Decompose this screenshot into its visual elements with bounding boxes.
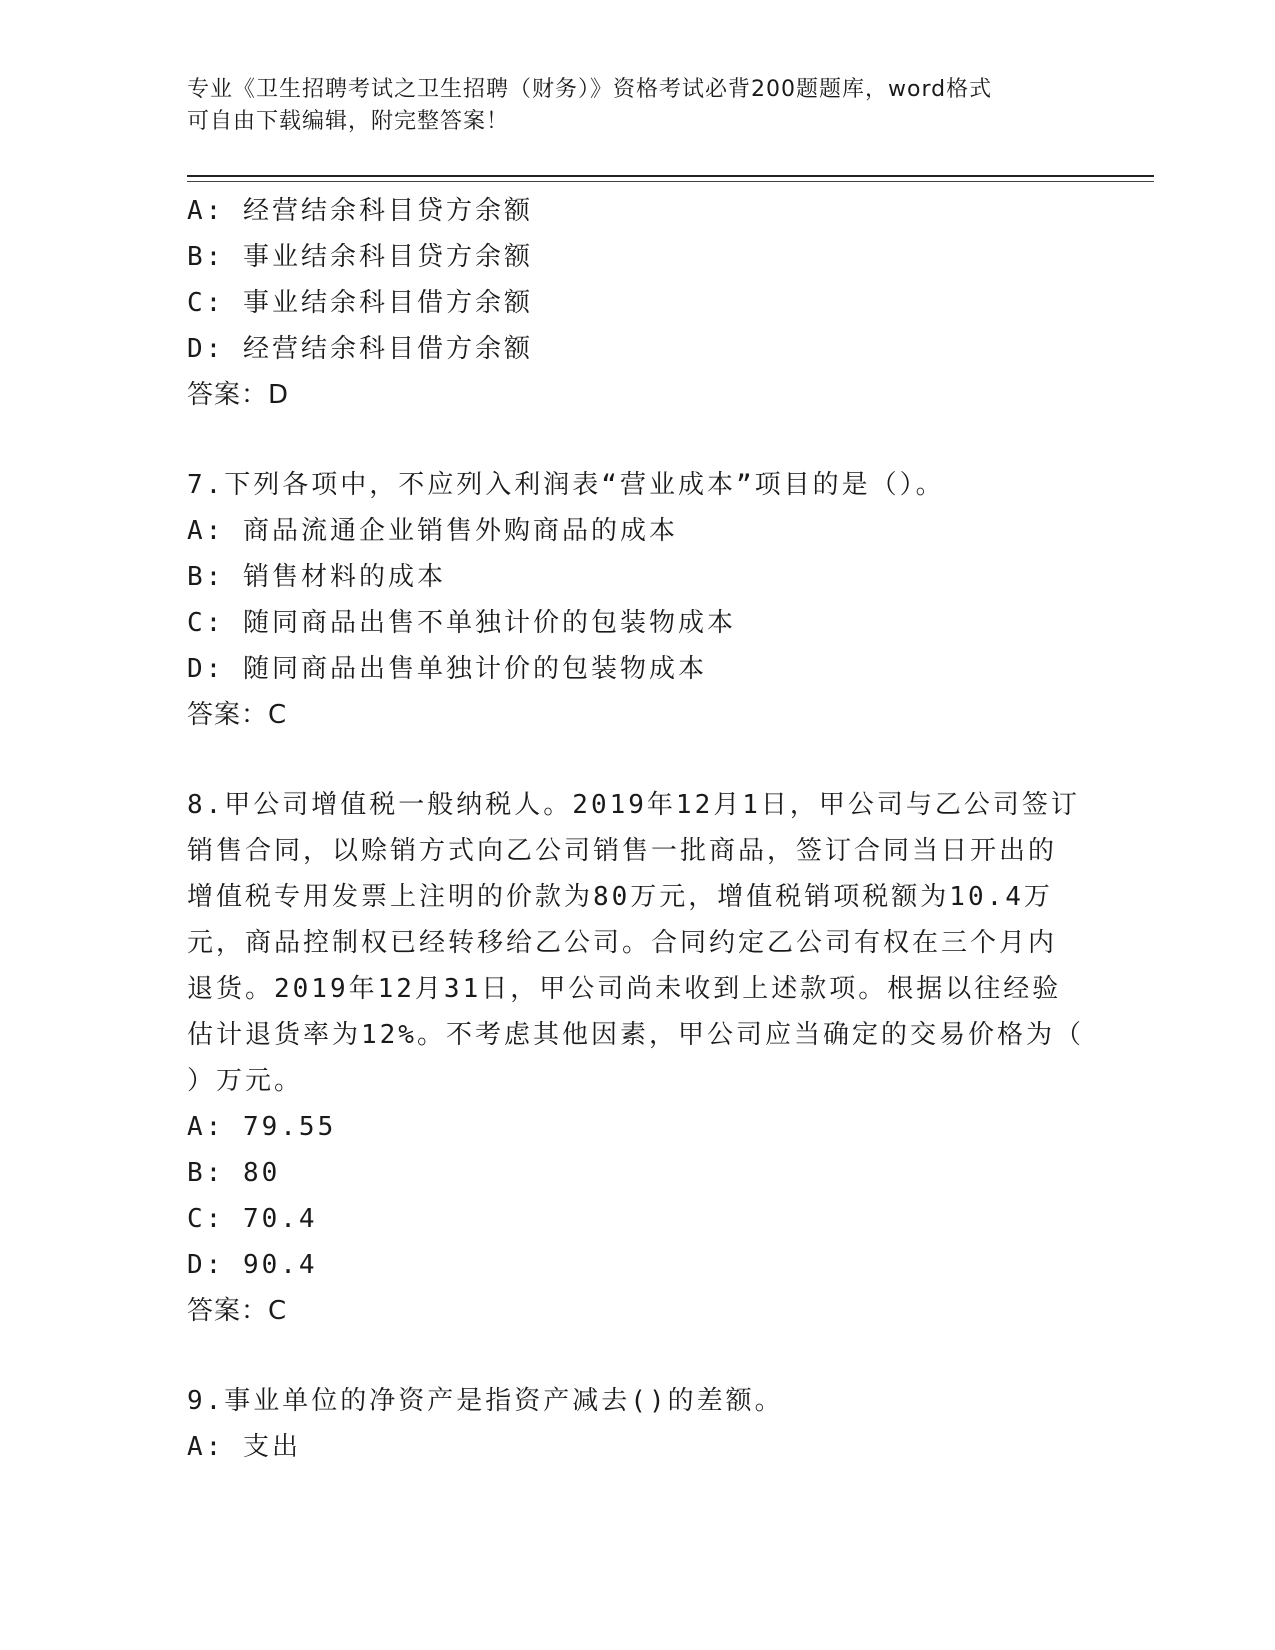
answer-line: 答案：C [187,1296,288,1326]
option-d: D: 经营结余科目借方余额 [187,334,533,364]
option-a: A: 经营结余科目贷方余额 [187,196,533,226]
question-9-block [187,1378,1087,1470]
header-line-2: 可自由下载编辑，附完整答案！ [187,109,510,134]
spacer [187,418,1087,462]
option-a: A: 支出 [187,1432,301,1462]
option-a: A: 商品流通企业销售外购商品的成本 [187,516,678,546]
question-8-block [187,782,1087,1334]
question-stem-line: 8.甲公司增值税一般纳税人。2019年12月1日，甲公司与乙公司签订 [187,790,1080,820]
question-7-block [187,462,1087,738]
question-stem-line: 销售合同，以赊销方式向乙公司销售一批商品，签订合同当日开出的 [187,836,1058,866]
spacer [187,1334,1087,1378]
option-d: D: 随同商品出售单独计价的包装物成本 [187,654,707,684]
answer-line: 答案：C [187,700,288,730]
prev-question-block [187,188,1087,418]
option-b: B: 80 [187,1158,281,1188]
option-d: D: 90.4 [187,1250,318,1280]
answer-line: 答案：D [187,380,290,410]
document-header [187,74,1087,138]
option-c: C: 70.4 [187,1204,318,1234]
question-stem-line: 退货。2019年12月31日，甲公司尚未收到上述款项。根据以往经验 [187,974,1062,1004]
question-stem-line: ）万元。 [187,1066,304,1096]
question-stem: 7.下列各项中，不应列入利润表“营业成本”项目的是（）。 [187,470,945,500]
header-line-1: 专业《卫生招聘考试之卫生招聘（财务）》资格考试必背200题题库，word格式 [187,77,993,102]
question-body [187,188,1087,1470]
question-stem: 9.事业单位的净资产是指资产减去()的差额。 [187,1386,784,1416]
option-c: C: 事业结余科目借方余额 [187,288,533,318]
question-stem-line: 元，商品控制权已经转移给乙公司。合同约定乙公司有权在三个月内 [187,928,1058,958]
header-rule-thick [187,175,1154,177]
option-b: B: 事业结余科目贷方余额 [187,242,533,272]
header-rule-thin [187,181,1154,182]
question-stem-line: 增值税专用发票上注明的价款为80万元，增值税销项税额为10.4万 [187,882,1053,912]
question-stem-line: 估计退货率为12%。不考虑其他因素，甲公司应当确定的交易价格为（ [187,1020,1084,1050]
option-c: C: 随同商品出售不单独计价的包装物成本 [187,608,736,638]
option-a: A: 79.55 [187,1112,337,1142]
spacer [187,738,1087,782]
option-b: B: 销售材料的成本 [187,562,446,592]
